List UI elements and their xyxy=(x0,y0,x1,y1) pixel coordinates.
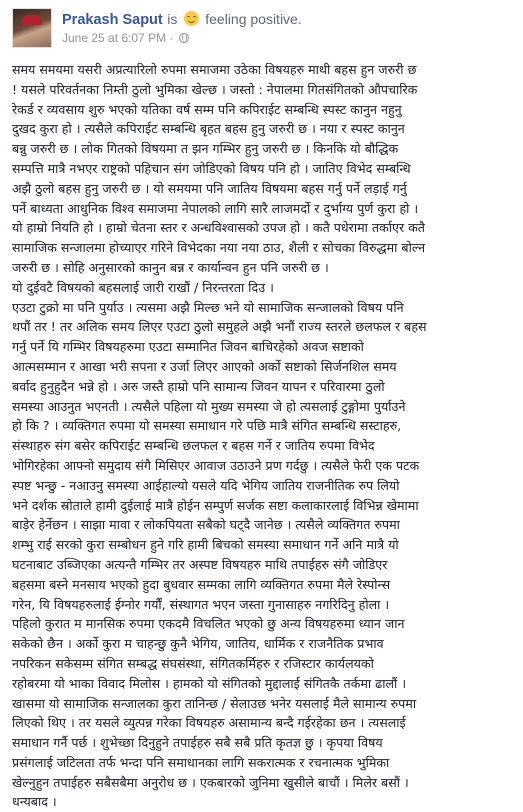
smiling-face-icon xyxy=(184,11,199,26)
post-text-line: गरेन, यि विषयहरुलाई ईग्नोर गर्यौं, संस्थागत भएन जस्ता गुनासाहरु नगरिदिनु होला । xyxy=(12,596,390,612)
post-text-line: थपौं तर ! तर अलिक समय लिएर एउटा ठुलो समुहले अझै भनौं राज्य स्तरले छलफल र बहस xyxy=(12,319,427,335)
post-text-line: बाड़ेर हेर्नेछन । साझा मावा र लोकपियता सबैको घट्दै जानेछ । त्यसैले व्यक्तिगत रुपमा xyxy=(12,517,400,533)
post-text-line: रहोबरमा यो भाका विवाद मिलोस । हामको यो संगितको मुद्दालाई संगितकै तर्कमा ढालौं । xyxy=(12,675,407,691)
post-text-line: सम्पत्ति मात्रै नभएर राष्ट्रको पहिचान संग जोडिएको विषय पनि हो । जातिए विभेद सम्बन्धि xyxy=(12,160,411,176)
post-text-line: भने दर्शक स्रोताले हामी दुईलाई मात्रै होईन सम्पुर्ण सर्जक सष्टा कलाकारलाई विभिन्न खेमामा xyxy=(12,497,419,513)
post-text-line: लिएको थिए । तर यसले व्युत्पन्न गरेका विषयहरु असामान्य बन्दै गईरहेका छन । त्यसलाई xyxy=(12,715,406,731)
timestamp-line xyxy=(62,30,302,46)
separator-dot: · xyxy=(169,31,177,45)
post-header xyxy=(12,8,511,56)
post-text-line: धन्यबाद । xyxy=(12,794,57,810)
post-text-line: खेल्नुहुन तपाईहरु सबैसबैमा अनुरोध छ । एकबारको जुनिमा खुसीले बाचौं । मिलेर बसौं । xyxy=(12,774,409,790)
post-text-line: शम्भु राई सरको कुरा सम्बोधन हुने गरि हामी बिचको समस्या समाधान गर्ने अनि मात्रै यो xyxy=(12,537,399,553)
post-text-line: यो हाम्रो नियति हो । हाम्रो चेतना स्तर र अन्धविश्वासको उपज हो । कतै पधेरामा तर्काएर कतै xyxy=(12,220,425,236)
post-text-line: खासमा यो सामाजिक सन्जालका कुरा तानिन्छ / सेलाउछ भनेर यसलाई मैले सामान्य रुपमा xyxy=(12,695,417,711)
post-text-line: बन्नु जरुरी छ । लोक गितको विषयमा त झन गम्भिर हुनु जरुरी छ । किनकि यो बौद्धिक xyxy=(12,141,399,157)
post-text-line: सामाजिक सन्जालमा होच्याएर गरिने विभेदका नया नया ठाउ, शैली र सोचका विरुद्धमा बोल्न xyxy=(12,240,426,256)
post-text-line: नपरिकन सकेसम्म संगित सम्बद्ध संघसंस्था, संगितकर्मिहरु र रजिस्टार कार्यलयको xyxy=(12,655,374,671)
post-text-line: गर्नु पर्ने यि गम्भिर विषयहरुमा एउटा सम्मानित जिवन बाचिरहेको अवज सष्टाको xyxy=(12,339,364,355)
post-text-line: पहिलो कुरात म मानसिक रुपमा एकदमै विचलित भएको छु अन्य विषयहरुमा ध्यान जान xyxy=(12,616,405,632)
post-text-line: समस्या आउनुत भएनती । त्यसैले पहिला यो मुख्य समस्या जे हो त्यसलाई टुङ्गोमा पुर्याउने xyxy=(12,398,406,414)
post-text-line: संस्थाहरु संग बसेर कपिराईट सम्बन्धि छलफल र बहस गर्ने र जातिय रुपमा विभेद xyxy=(12,438,375,454)
post-text-line: अझै ठुलो बहस हुनु जरुरी छ । यो समयमा पनि जातिय विषयमा बहस गर्नु पर्ने लड़ाई गर्नु xyxy=(12,180,407,196)
author-avatar[interactable] xyxy=(12,8,52,48)
post-text-line: दुखद कुरा हो । त्यसैले कपिराईट सम्बन्धि बृहत बहस हुनु जरुरी छ । नया र स्पस्ट कानुन xyxy=(12,121,405,137)
post-text-line: जरुरी छ । सोहि अनुसारको कानुन बन्न र कार्यान्वन हुन पनि जरुरी छ । xyxy=(12,259,329,275)
author-name-link[interactable]: Prakash Saput xyxy=(62,12,163,28)
post-text-line: स्पष्ट भन्छु - नआउनु समस्या आईहाल्यो यसले यदि भेगिय जातिय राजनीतिक रुप लियो xyxy=(12,477,400,493)
globe-icon[interactable] xyxy=(179,33,189,43)
post-text-line: ! यसले परिवर्तनका निम्ती ठुलो भुमिका खेल्छ । जस्तो : नेपालमा गितसंगितको औपचारिक xyxy=(12,81,418,97)
post-text-line: प्रसंगलाई जटिलता तर्फ भन्दा पनि समाधानका लागि सकरात्मक र रचनात्मक भुमिका xyxy=(12,754,390,770)
post-body xyxy=(12,60,511,812)
post-text-line: घटनाबाट उब्जिएका अत्यन्तै गम्भिर तर अस्पष्ट विषयहरु माथि तपाईहरु संगै जोडिएर xyxy=(12,556,388,572)
post-text-line: हो कि ? । व्यक्तिगत रुपमा यो समस्या समाधान गरे पछि मात्रै संगित सम्बन्धि सस्टाहरु, xyxy=(12,418,402,434)
post-text-line: भोगिरहेका आफ्नो समुदाय संगै मिसिएर आवाज उठाउने प्रण गर्दछु । त्यसैले फेरी एक पटक xyxy=(12,457,420,473)
post-text-line: एउटा टुक्रो मा पनि पुर्याउ । त्यसमा अझै मिल्छ भने यो सामाजिक सन्जालको विषय पनि xyxy=(12,299,404,315)
feeling-prefix: is xyxy=(167,11,178,27)
author-line xyxy=(62,10,302,29)
post-text-line: रेकर्ड र व्यवसाय शुरु भएको यतिका वर्ष सम्म पनि कपिराईट सम्बन्धि स्पस्ट कानुन नहुनु xyxy=(12,101,402,117)
post-text-line: बर्वाद हुनुहुदैन भन्ने हो । अरु जस्तै हाम्रो पनि सामान्य जिवन यापन र परिवारमा ठुलो xyxy=(12,378,385,394)
post-timestamp-link[interactable]: June 25 at 6:07 PM xyxy=(62,31,167,45)
post-text-line: बहसमा बस्ने मनसाय भएको हुदा बुधवार सम्मका लागि व्यक्तिगत रुपमा मैले रेस्पोन्स xyxy=(12,576,391,592)
post-paragraph xyxy=(12,278,511,298)
post-text-line: पर्ने बाध्यता आधुनिक विश्व समाजमा नेपालको लागि सारै लाजमर्दो र दुर्भाग्य पुर्ण कुरा हो । xyxy=(12,200,419,216)
post-meta xyxy=(62,8,302,46)
post-text-line: सकेको छैन । अर्को कुरा म चाहन्छु कुनै भेगिय, जातिय, धार्मिक र राजनैतिक प्रभाव xyxy=(12,636,384,652)
post-text-line: समाधान गर्नै पर्छ । शुभेच्छा दिनुहुने तपाईहरु सबै सबै प्रति कृतज्ञ छु । कृपया विषय xyxy=(12,735,383,751)
post-paragraph xyxy=(12,60,511,278)
feeling-text: feeling positive. xyxy=(205,11,302,27)
post-text-line: आत्मसम्मान र आखा भरी सपना र उर्जा लिएर आएको अर्को सष्टाको सिर्जनशिल समय xyxy=(12,358,397,374)
post-paragraph xyxy=(12,298,511,812)
post-text-line: समय समयमा यसरी अप्रत्यारिलो रुपमा समाजमा उठेका विषयहरु माथी बहस हुन जरुरी छ xyxy=(12,62,417,77)
post-text-line: यो दुईवटै विषयको बहसलाई जारी राखौं / निरन्तरता दिउ । xyxy=(12,279,274,295)
